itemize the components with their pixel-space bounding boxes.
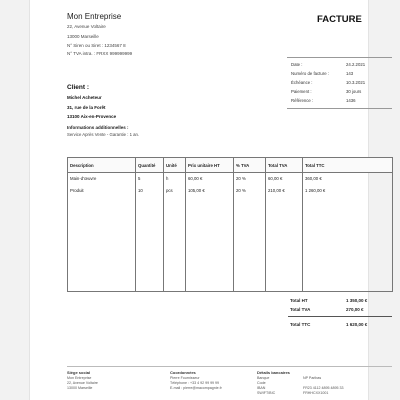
company-city: 13000 Marseille [67, 34, 99, 39]
table-row [68, 173, 393, 186]
client-city: 13100 Aix-en-Provence [67, 114, 117, 119]
invoice-items-table [67, 157, 393, 292]
company-address: 22, Avenue Voltaire [67, 24, 106, 29]
table-row [68, 185, 393, 197]
table-cell: 1 260,00 € [303, 185, 393, 197]
table-cell: 10 [136, 185, 164, 197]
column-header: Quantité [136, 158, 164, 173]
footer-heading: Coordonnées [170, 370, 196, 375]
client-street: 31, rue de la Forêt [67, 105, 106, 110]
table-cell: 210,00 € [266, 185, 303, 197]
totals-divider [288, 316, 392, 317]
column-header: Description [68, 158, 136, 173]
footer-heading: Détails bancaires [257, 370, 290, 375]
table-cell: 360,00 € [303, 173, 393, 186]
additional-info-heading: Informations additionnelles : [67, 125, 129, 130]
table-cell: 60,00 € [266, 173, 303, 186]
column-header: Total TTC [303, 158, 393, 173]
column-header: Total TVA [266, 158, 303, 173]
invoice-page: Mon Entreprise 22, Avenue Voltaire 13000 Marseille N° Siren ou Siret : 1234567 8 N° TVA intra. : FRXX 999999999 FACTURE Date : 24.2.2021 Numéro de facture : 143 Échéance : 10.3.2021 Paiement : 30 jours Référence : 1436 Client : Michel Acheteur 31, rue de la Forêt 13100 Aix-en-Provence Informations additionnelles : Service Après Vente - Garantie : 1 an. Description Quantité Unité Prix unitaire HT % TVA Total TVA Total TTC Main-d'œuvre 5 h 60,00 € 20 % 60,00 € 360,00 € Produit 10 pcs 105,00 € 20 % 210,00 € 1 260,00 € Total HT 1 350,00 € Total TVA 270,00 € Total TTC 1 620,00 € Siège social Mon Entreprise 22, Avenue Voltaire 13000 Marseille Coordonnées Pierre Fournisseur Téléphone : +33 4 92 99 99 99 E-mail : pierre@macompagnie.fr Détails bancaires Banque Code IBAN SWIFT/BIC NP Paribas FR23 4112 4895 4895 33 FRHHCXX1001 [30, 0, 368, 400]
company-siren: N° Siren ou Siret : 1234567 8 [67, 43, 126, 48]
footer-heading: Siège social [67, 370, 91, 375]
company-name: Mon Entreprise [67, 12, 122, 21]
company-tva: N° TVA intra. : FRXX 999999999 [67, 51, 133, 56]
invoice-meta: Date : 24.2.2021 Numéro de facture : 143 Échéance : 10.3.2021 Paiement : 30 jours Référence : 1436 [287, 57, 392, 109]
additional-info-text: Service Après Vente - Garantie : 1 an. [67, 132, 140, 137]
document-title: FACTURE [317, 14, 362, 25]
table-cell: pcs [164, 185, 186, 197]
table-cell: 105,00 € [186, 185, 234, 197]
table-cell: 20 % [234, 185, 266, 197]
table-cell: Produit [68, 185, 136, 197]
table-cell: 60,00 € [186, 173, 234, 186]
table-cell: h [164, 173, 186, 186]
table-cell: 20 % [234, 173, 266, 186]
table-header-row [68, 158, 393, 173]
table-cell: 5 [136, 173, 164, 186]
column-header: Unité [164, 158, 186, 173]
table-cell: Main-d'œuvre [68, 173, 136, 186]
footer-divider [67, 366, 392, 367]
table-empty-space [68, 197, 393, 292]
column-header: Prix unitaire HT [186, 158, 234, 173]
client-heading: Client : [67, 84, 90, 91]
column-header: % TVA [234, 158, 266, 173]
client-name: Michel Acheteur [67, 95, 102, 100]
